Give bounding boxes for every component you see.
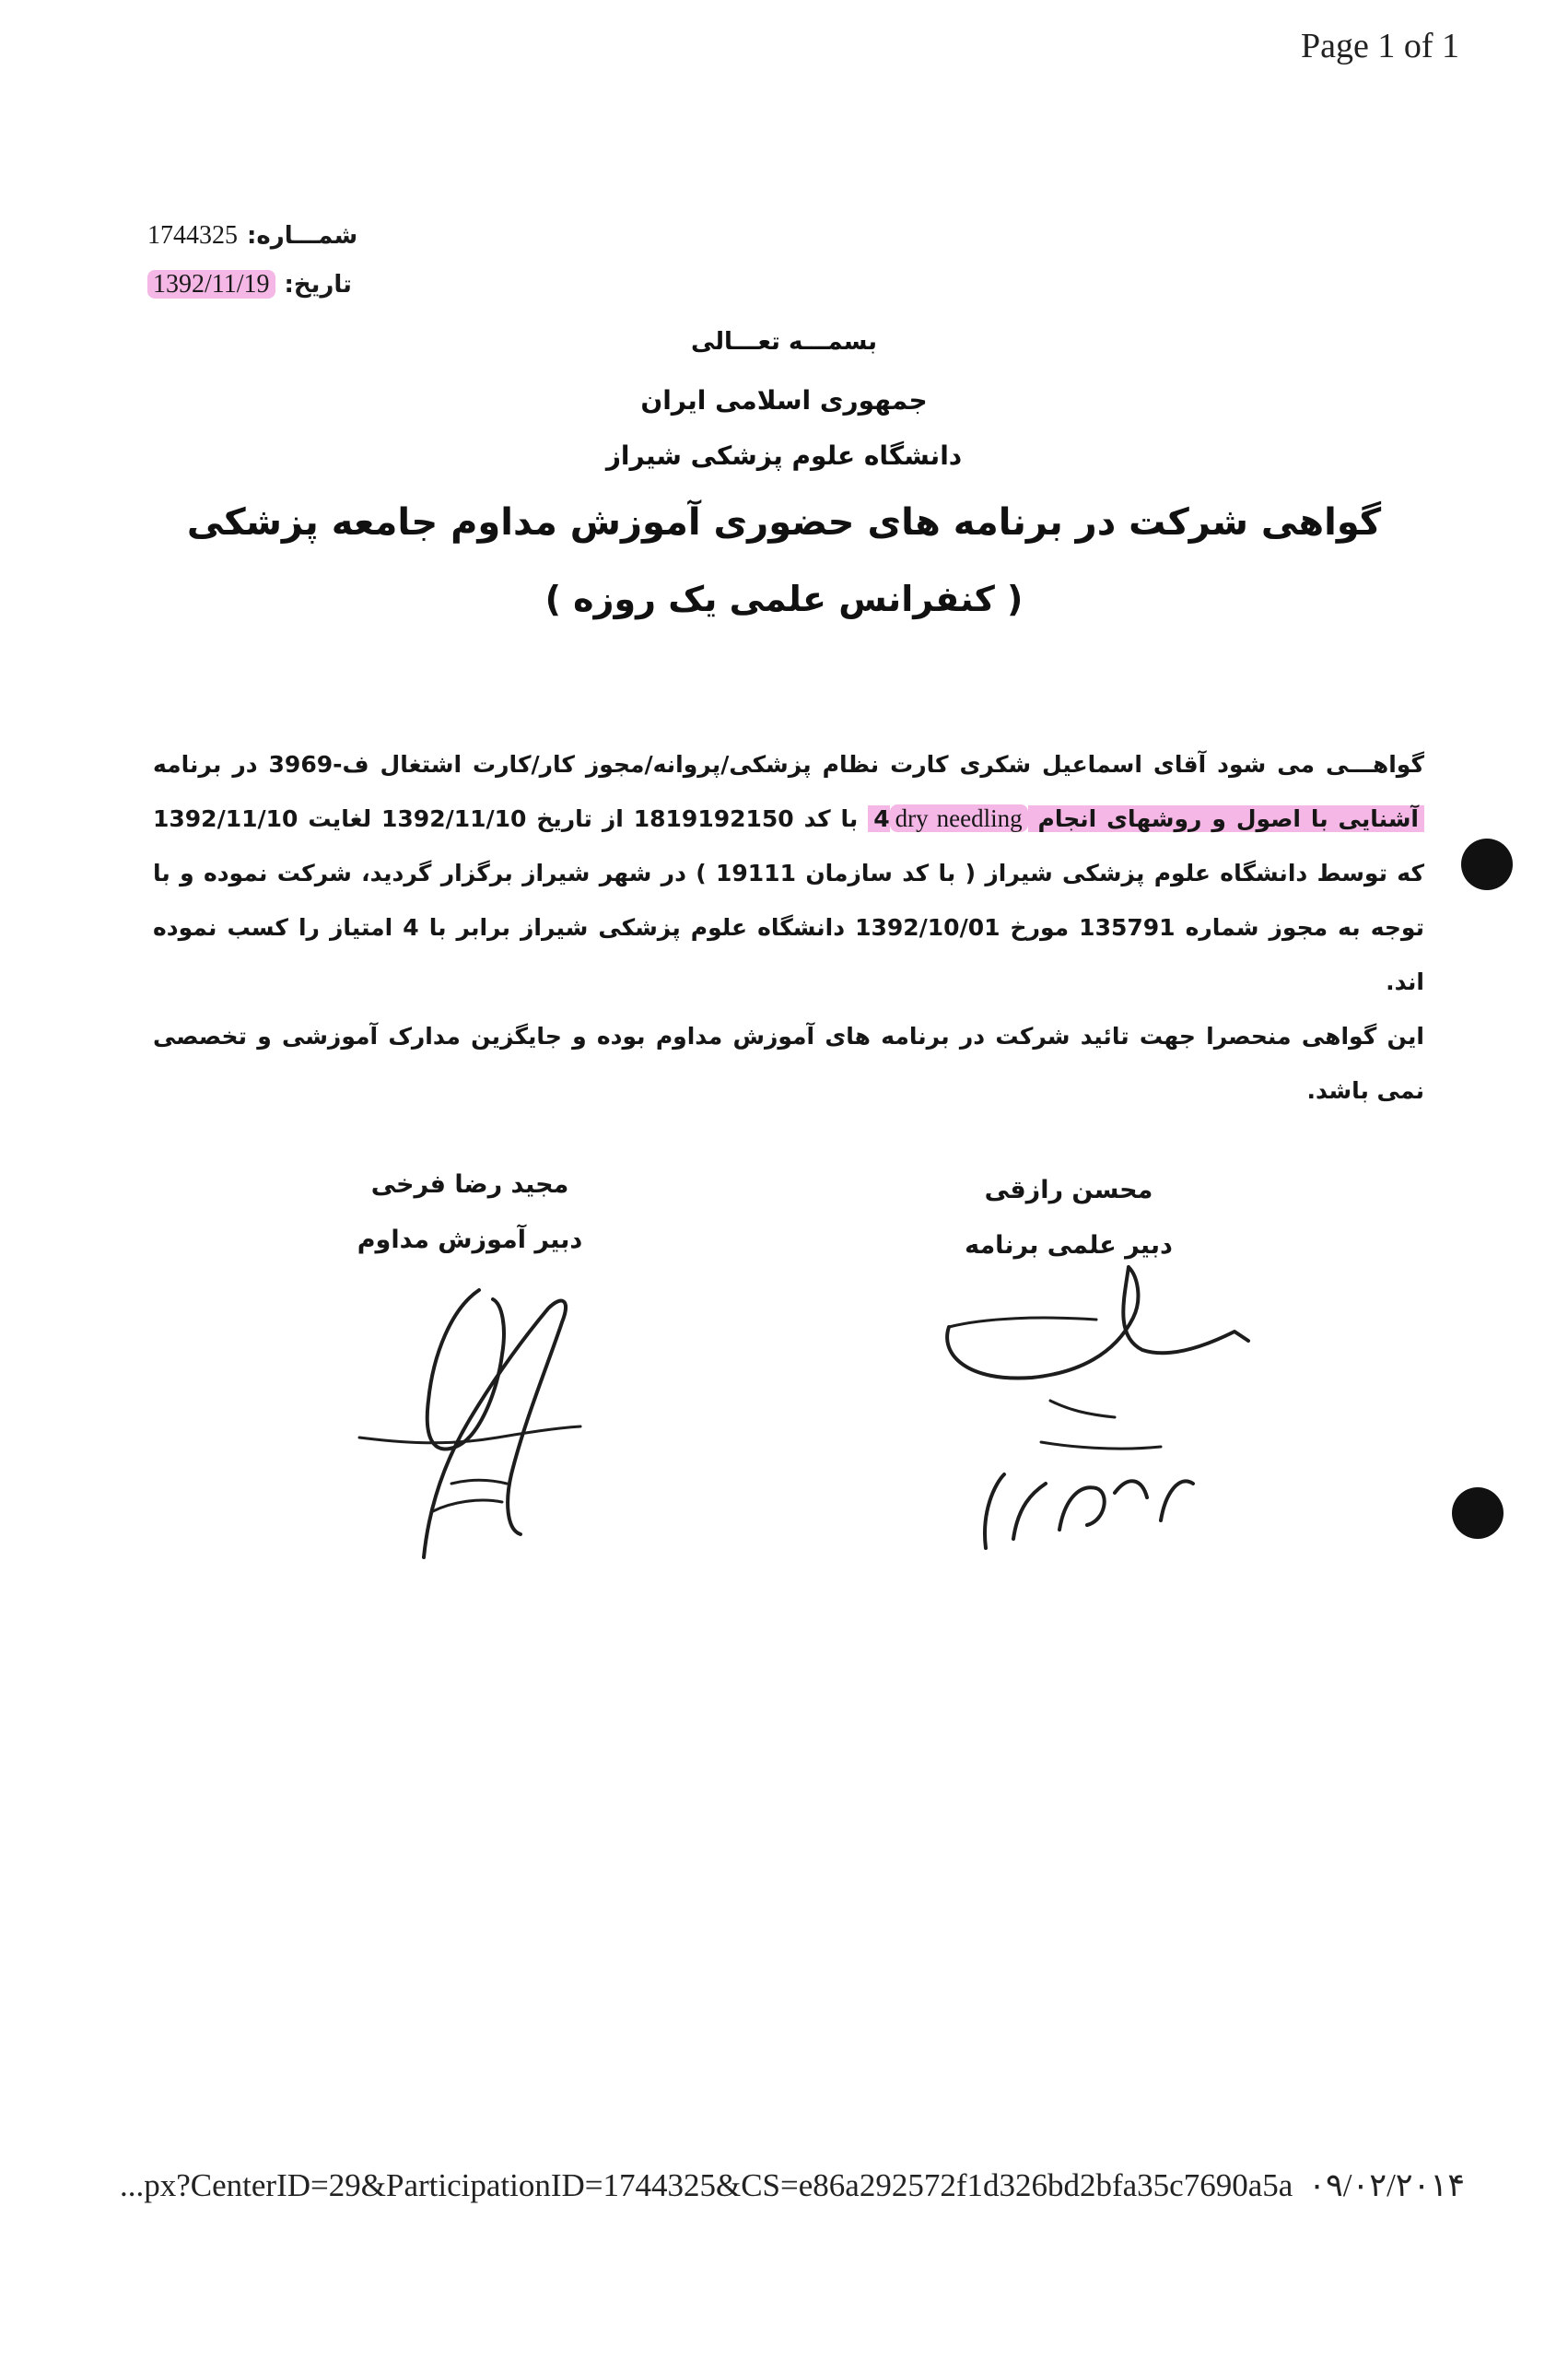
document-number [147, 221, 357, 251]
document-date-label: تاریخ: [284, 271, 352, 299]
footer-url: ...px?CenterID=29&ParticipationID=1744325&CS=e86a292572f1d326bd2bfa35c7690a5a [120, 2167, 1293, 2203]
binder-hole-dot [1461, 839, 1513, 890]
certificate-title: گواهی شرکت در برنامه های حضوری آموزش مداوم جامعه پزشکی [186, 501, 1382, 544]
signer-name: محسن رازقی [984, 1176, 1153, 1204]
signature-left-image [341, 1272, 599, 1576]
footer-date: ۰۹/۰۲/۲۰۱۴ [1308, 2167, 1465, 2203]
signer-title: دبیر علمی برنامه [965, 1231, 1173, 1260]
body-paragraph-1-end: با کد 1819192150 از تاریخ 1392/11/10 لغایت 1392/11/10 که توسط دانشگاه علوم پزشکی شیراز ( با کد سازمان 19111 ) در شهر شیراز برگزار گردید، شرکت نموده و با توجه به مجوز شماره 135791 مورخ 1392/10/01 دانشگاه علوم پزشکی شیراز برابر با 4 امتیاز را کسب نموده اند. [153, 805, 1424, 995]
binder-hole-dot [1452, 1487, 1504, 1539]
body-paragraph-1 [153, 737, 1424, 1009]
document-date-value: 1392/11/19 [147, 270, 275, 299]
certificate-subtitle: ( کنفرانس علمی یک روزه ) [544, 579, 1024, 619]
body-paragraph-1-start: گواهـــی می شود آقای اسماعیل شکری کارت نظام پزشکی/پروانه/مجوز کار/کارت اشتغال ف-3969 در برنامه [153, 751, 1425, 778]
page-number: Page 1 of 1 [1300, 27, 1459, 65]
university-name: دانشگاه علوم پزشکی شیراز [605, 440, 963, 471]
document-date [147, 270, 352, 299]
footer [120, 2167, 1465, 2204]
country-name: جمهوری اسلامی ایران [640, 385, 928, 416]
document-number-label: شمـــاره: [247, 222, 358, 250]
signer-title: دبیر آموزش مداوم [357, 1226, 583, 1254]
program-name-latin: dry needling [890, 804, 1028, 832]
signature-block-right [875, 1163, 1262, 1273]
body-paragraph-2: این گواهی منحصرا جهت تائید شرکت در برنامه های آموزش مداوم بوده و جایگزین مدارک آموزشی و تخصصی نمی باشد. [153, 1023, 1424, 1104]
program-name: آشنایی با اصول و روشهای انجام 4 [868, 805, 1424, 832]
signature-block-left [276, 1157, 663, 1268]
certificate-body [153, 737, 1424, 1118]
signer-name: مجید رضا فرخی [370, 1170, 569, 1199]
bismillah: بسمـــه تعـــالی [690, 328, 878, 356]
signature-right-image [930, 1262, 1281, 1576]
document-number-value: 1744325 [147, 221, 238, 250]
